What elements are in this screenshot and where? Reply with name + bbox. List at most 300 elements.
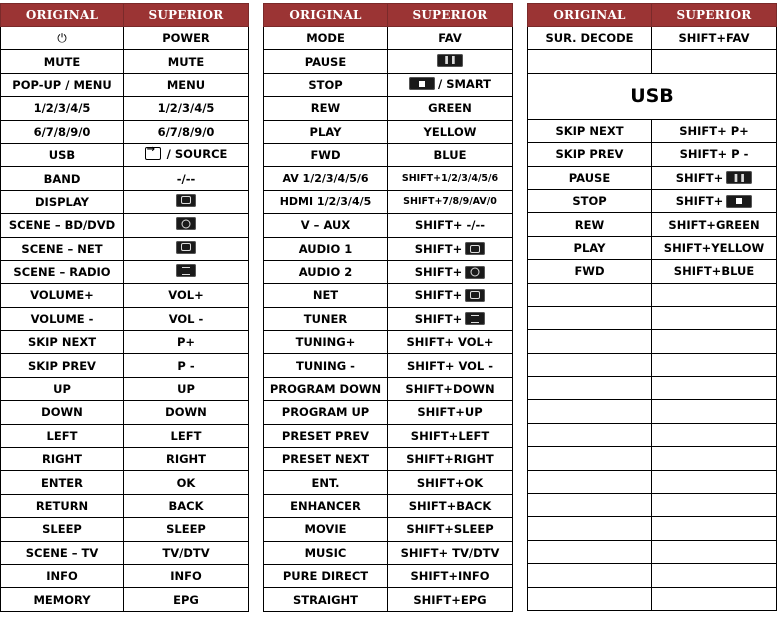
radio-button-icon [176, 264, 196, 277]
superior-cell [124, 448, 249, 471]
superior-cell [652, 353, 777, 376]
table-row [264, 50, 513, 73]
superior-label: SHIFT+ VOL - [406, 358, 494, 373]
superior-label: LEFT [170, 428, 202, 443]
original-cell [264, 448, 388, 471]
table-row [528, 27, 777, 50]
original-cell [264, 260, 388, 283]
table-row [1, 541, 249, 564]
table-row [264, 401, 513, 424]
original-cell [528, 260, 652, 283]
original-label: MODE [306, 31, 345, 46]
superior-cell [652, 27, 777, 50]
superior-label: GREEN [428, 101, 472, 116]
original-label: DISPLAY [35, 194, 89, 209]
table-row [1, 401, 249, 424]
original-cell [528, 400, 652, 423]
superior-label: SHIFT+ [414, 265, 463, 280]
superior-cell [124, 190, 249, 213]
superior-cell [124, 331, 249, 354]
original-cell [264, 354, 388, 377]
disc-button-icon [465, 266, 485, 279]
header-superior: SUPERIOR [388, 4, 513, 27]
table-row [264, 564, 513, 587]
original-cell [1, 73, 124, 96]
source-icon [145, 147, 161, 160]
original-cell [264, 541, 388, 564]
superior-label: UP [177, 382, 195, 397]
superior-cell [388, 214, 513, 237]
original-label: MEMORY [33, 592, 91, 607]
superior-label: SHIFT+SLEEP [406, 522, 494, 537]
table-row [264, 331, 513, 354]
header-superior: SUPERIOR [124, 4, 249, 27]
original-label: PRESET NEXT [281, 452, 370, 467]
empty-row [528, 306, 777, 329]
table-row [1, 167, 249, 190]
table-row [1, 143, 249, 166]
table-row [1, 564, 249, 587]
original-cell [1, 448, 124, 471]
original-cell [264, 143, 388, 166]
original-cell [1, 50, 124, 73]
superior-cell [388, 73, 513, 96]
table-row [528, 213, 777, 236]
superior-cell [124, 307, 249, 330]
header-original: ORIGINAL [1, 4, 124, 27]
superior-cell [124, 284, 249, 307]
table-row [1, 97, 249, 120]
original-label: BAND [43, 171, 81, 186]
superior-label: SHIFT+GREEN [668, 217, 760, 232]
superior-cell [124, 354, 249, 377]
superior-label: FAV [438, 31, 462, 46]
original-cell [528, 119, 652, 142]
table-row [528, 50, 777, 73]
original-cell [1, 588, 124, 611]
table-row [528, 119, 777, 142]
superior-label: SHIFT+OK [416, 475, 484, 490]
superior-label: SHIFT+ [675, 194, 724, 209]
superior-cell [388, 448, 513, 471]
original-label: REW [310, 101, 341, 116]
original-cell [528, 587, 652, 610]
empty-row [528, 377, 777, 400]
original-label: RIGHT [41, 452, 83, 467]
original-label: 1/2/3/4/5 [33, 101, 91, 116]
superior-label: RIGHT [165, 452, 207, 467]
original-label: DOWN [41, 405, 83, 420]
superior-cell [124, 214, 249, 237]
original-label: MUTE [43, 54, 81, 69]
original-label: ENHANCER [290, 499, 361, 513]
superior-cell [652, 377, 777, 400]
table-row [1, 354, 249, 377]
original-cell [528, 470, 652, 493]
table-row [264, 354, 513, 377]
original-cell [264, 237, 388, 260]
table-row [1, 518, 249, 541]
superior-cell [124, 471, 249, 494]
superior-label: INFO [170, 569, 202, 584]
superior-label: SHIFT+ [414, 311, 463, 326]
original-label: SCENE – NET [21, 241, 103, 256]
superior-cell [652, 213, 777, 236]
superior-label: VOL+ [168, 288, 204, 303]
original-cell [1, 27, 124, 50]
superior-label: YELLOW [423, 124, 477, 139]
table-row [1, 471, 249, 494]
table-row [264, 167, 513, 190]
original-cell [264, 377, 388, 400]
original-label: VOLUME+ [30, 288, 94, 303]
superior-label: SHIFT+ P - [679, 147, 749, 162]
superior-cell [652, 283, 777, 306]
display-button-icon [176, 194, 196, 207]
superior-label: POWER [162, 31, 210, 46]
original-cell [1, 260, 124, 283]
disc-button-icon [176, 217, 196, 230]
superior-cell [124, 401, 249, 424]
superior-cell [652, 564, 777, 587]
original-label: HDMI 1/2/3/4/5 [279, 195, 372, 209]
empty-row [528, 423, 777, 446]
pause-button-icon: ❚❚ [437, 54, 463, 67]
superior-label: SHIFT+ P+ [679, 123, 749, 138]
superior-label: / SMART [437, 76, 491, 91]
superior-cell [388, 143, 513, 166]
empty-row [528, 283, 777, 306]
table-row [264, 73, 513, 96]
original-cell [528, 27, 652, 50]
empty-row [528, 564, 777, 587]
empty-row [528, 330, 777, 353]
table-row [528, 189, 777, 212]
superior-label: SHIFT+BACK [408, 499, 492, 513]
table-row [264, 307, 513, 330]
superior-cell [124, 237, 249, 260]
superior-cell [652, 540, 777, 563]
original-cell [528, 353, 652, 376]
table-row [1, 448, 249, 471]
superior-label: SHIFT+ [675, 170, 724, 185]
original-label: PURE DIRECT [282, 569, 369, 584]
table-row [264, 143, 513, 166]
net-button-icon [465, 289, 485, 302]
superior-label: SHIFT+ [414, 241, 463, 256]
superior-label: EPG [173, 592, 199, 607]
superior-cell [124, 588, 249, 611]
original-cell [264, 494, 388, 517]
superior-label: SHIFT+1/2/3/4/5/6 [401, 173, 499, 185]
superior-cell [388, 167, 513, 190]
table-row [1, 190, 249, 213]
superior-cell [388, 237, 513, 260]
original-label: PLAY [309, 124, 342, 139]
original-cell [1, 143, 124, 166]
original-cell [1, 354, 124, 377]
superior-label: SHIFT+INFO [410, 569, 490, 584]
table-row [264, 424, 513, 447]
original-cell [1, 331, 124, 354]
superior-cell [388, 401, 513, 424]
original-cell [1, 564, 124, 587]
original-cell [528, 143, 652, 166]
original-label: UP [53, 382, 71, 397]
original-label: SKIP PREV [28, 358, 96, 373]
original-label: PLAY [573, 240, 606, 255]
superior-cell [388, 471, 513, 494]
mapping-table-3 [527, 3, 777, 611]
empty-row [528, 540, 777, 563]
original-label: RETURN [35, 499, 89, 513]
superior-cell [124, 27, 249, 50]
original-label: REW [574, 217, 605, 232]
original-label: STRAIGHT [292, 592, 359, 607]
superior-cell [388, 518, 513, 541]
superior-label: P - [177, 358, 195, 373]
table-row [1, 214, 249, 237]
superior-cell [652, 119, 777, 142]
original-label: MOVIE [304, 522, 347, 537]
empty-row [528, 587, 777, 610]
empty-row [528, 447, 777, 470]
original-cell [264, 190, 388, 213]
original-cell [264, 424, 388, 447]
original-label: 6/7/8/9/0 [33, 124, 91, 139]
mapping-table-1 [0, 3, 249, 612]
superior-label: -/-- [176, 171, 196, 186]
superior-label: SHIFT+YELLOW [663, 240, 765, 255]
table-row [264, 27, 513, 50]
original-label: SCENE – RADIO [13, 265, 111, 280]
original-label: PRESET PREV [281, 428, 370, 443]
original-label: SCENE – BD/DVD [8, 218, 116, 233]
superior-label: SHIFT+7/8/9/AV/0 [403, 196, 497, 208]
original-cell [264, 331, 388, 354]
original-cell [264, 471, 388, 494]
superior-cell [388, 354, 513, 377]
original-cell [528, 517, 652, 540]
superior-cell [124, 494, 249, 517]
original-cell [1, 120, 124, 143]
superior-cell [652, 166, 777, 189]
original-cell [1, 424, 124, 447]
original-label: AUDIO 1 [298, 241, 353, 256]
superior-label: SHIFT+RIGHT [406, 452, 494, 467]
original-cell [264, 27, 388, 50]
original-cell [264, 73, 388, 96]
table-row [264, 260, 513, 283]
superior-cell [124, 50, 249, 73]
superior-cell [652, 494, 777, 517]
superior-cell [388, 331, 513, 354]
original-cell [528, 283, 652, 306]
original-cell [1, 541, 124, 564]
superior-label: SHIFT+ -/-- [414, 218, 486, 233]
superior-label: P+ [176, 335, 196, 350]
superior-cell [652, 50, 777, 73]
original-cell [528, 189, 652, 212]
table-row [264, 120, 513, 143]
superior-cell [388, 588, 513, 611]
superior-label: 1/2/3/4/5 [157, 101, 215, 116]
superior-cell [388, 50, 513, 73]
table-row [264, 214, 513, 237]
superior-label: SHIFT+ [414, 288, 463, 303]
original-cell [528, 540, 652, 563]
original-cell [1, 518, 124, 541]
table-row [1, 27, 249, 50]
superior-cell [388, 120, 513, 143]
superior-cell [124, 143, 249, 166]
original-label: AV 1/2/3/4/5/6 [282, 172, 369, 186]
original-cell [1, 307, 124, 330]
superior-cell [388, 284, 513, 307]
original-cell [264, 97, 388, 120]
superior-cell [124, 97, 249, 120]
empty-row [528, 470, 777, 493]
original-cell [264, 120, 388, 143]
original-cell [1, 401, 124, 424]
original-cell [1, 471, 124, 494]
original-label: ENT. [311, 475, 340, 490]
superior-label: SHIFT+EPG [413, 592, 487, 607]
original-cell [264, 518, 388, 541]
superior-cell [388, 541, 513, 564]
superior-cell [652, 189, 777, 212]
superior-cell [388, 307, 513, 330]
superior-cell [652, 470, 777, 493]
superior-label: 6/7/8/9/0 [157, 124, 215, 139]
superior-label: BLUE [433, 148, 467, 163]
table-row [1, 284, 249, 307]
original-cell [528, 423, 652, 446]
table-row [264, 588, 513, 611]
original-cell [528, 494, 652, 517]
superior-cell [652, 423, 777, 446]
original-cell [264, 401, 388, 424]
header-superior: SUPERIOR [652, 4, 777, 27]
superior-cell [124, 120, 249, 143]
superior-cell [124, 541, 249, 564]
table-row [1, 73, 249, 96]
original-cell [528, 564, 652, 587]
original-cell [528, 213, 652, 236]
superior-label: SHIFT+UP [417, 405, 483, 420]
mapping-table-2 [263, 3, 513, 612]
original-cell [264, 564, 388, 587]
empty-row [528, 353, 777, 376]
original-label: FWD [310, 148, 341, 163]
original-cell [528, 50, 652, 73]
stop-button-icon [726, 195, 752, 208]
empty-row [528, 400, 777, 423]
superior-label: SHIFT+ VOL+ [406, 335, 494, 350]
table-row [264, 377, 513, 400]
table-row [528, 143, 777, 166]
original-cell [1, 167, 124, 190]
original-cell [528, 306, 652, 329]
original-label: SKIP NEXT [27, 335, 97, 350]
superior-cell [652, 400, 777, 423]
table-row [1, 237, 249, 260]
header-original: ORIGINAL [528, 4, 652, 27]
original-label: SKIP NEXT [555, 123, 624, 138]
superior-cell [652, 447, 777, 470]
original-label: VOLUME - [30, 311, 94, 326]
superior-cell [388, 260, 513, 283]
superior-label: SLEEP [166, 522, 206, 537]
superior-cell [652, 260, 777, 283]
original-label: SKIP PREV [555, 147, 624, 162]
superior-cell [124, 424, 249, 447]
original-label: SUR. DECODE [545, 31, 634, 46]
original-label: INFO [46, 569, 78, 584]
original-label: V – AUX [300, 218, 351, 233]
original-label: NET [312, 288, 339, 303]
table-row [528, 236, 777, 259]
original-cell [528, 166, 652, 189]
original-label: SLEEP [42, 522, 82, 537]
superior-label: OK [176, 475, 196, 490]
table-row [1, 331, 249, 354]
power-icon: ⏻ [57, 30, 67, 45]
original-cell [264, 307, 388, 330]
usb-section-title: USB [528, 73, 777, 119]
superior-label: SHIFT+FAV [678, 31, 750, 46]
table-row [264, 541, 513, 564]
superior-label: VOL - [168, 311, 204, 326]
table-row [1, 588, 249, 611]
superior-cell [124, 167, 249, 190]
superior-cell [652, 330, 777, 353]
table-row [1, 494, 249, 517]
superior-cell [652, 517, 777, 540]
original-label: POP-UP / MENU [12, 77, 112, 92]
original-cell [1, 377, 124, 400]
superior-label: TV/DTV [162, 545, 210, 560]
original-cell [1, 284, 124, 307]
superior-cell [388, 97, 513, 120]
table-row [264, 97, 513, 120]
usb-section-row [528, 73, 777, 119]
pause-button-icon: ❚❚ [726, 171, 752, 184]
original-cell [1, 494, 124, 517]
net-button-icon [176, 241, 196, 254]
original-label: TUNING - [296, 358, 355, 373]
original-cell [528, 447, 652, 470]
superior-cell [388, 377, 513, 400]
original-cell [1, 190, 124, 213]
original-label: PAUSE [568, 170, 611, 185]
original-label: ENTER [40, 475, 84, 490]
table-row [1, 260, 249, 283]
original-label: STOP [572, 194, 607, 209]
table-row [264, 518, 513, 541]
original-cell [264, 588, 388, 611]
original-label: FWD [574, 264, 605, 279]
radio-button-icon [465, 312, 485, 325]
superior-cell [388, 494, 513, 517]
table-row [1, 307, 249, 330]
table-row [264, 494, 513, 517]
superior-cell [388, 27, 513, 50]
original-label: PROGRAM DOWN [269, 382, 382, 397]
original-cell [264, 214, 388, 237]
superior-cell [388, 190, 513, 213]
original-label: LEFT [46, 428, 78, 443]
